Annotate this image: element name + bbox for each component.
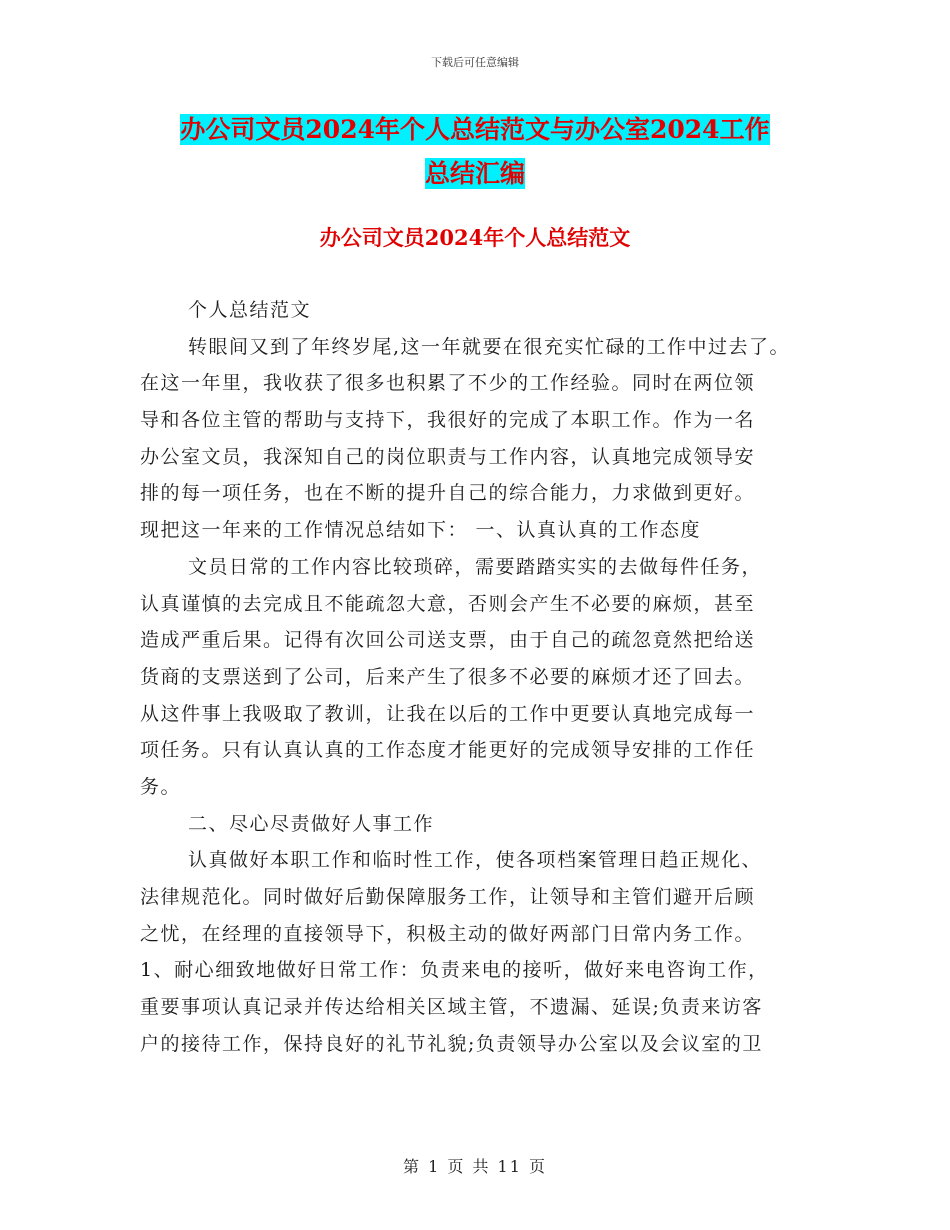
document-title-line-1: 办公司文员2024年个人总结范文与办公室2024工作 bbox=[180, 115, 770, 144]
paragraph-line: 务。 bbox=[140, 775, 182, 798]
paragraph-line: 认真做好本职工作和临时性工作，使各项档案管理日趋正规化、 bbox=[188, 849, 763, 872]
paragraph-line: 造成严重后果。记得有次回公司送支票，由于自己的疏忽竟然把给送 bbox=[140, 629, 756, 652]
paragraph-line: 户的接待工作，保持良好的礼节礼貌;负责领导办公室以及会议室的卫 bbox=[140, 1032, 763, 1055]
paragraph-line: 货商的支票送到了公司，后来产生了很多不必要的麻烦才还了回去。 bbox=[140, 665, 756, 688]
paragraph-line: 在这一年里，我收获了很多也积累了不少的工作经验。同时在两位领 bbox=[140, 372, 756, 395]
paragraph-line: 转眼间又到了年终岁尾,这一年就要在很充实忙碌的工作中过去了。 bbox=[188, 335, 791, 358]
body-text bbox=[140, 292, 830, 1062]
paragraph-line: 从这件事上我吸取了教训，让我在以后的工作中更要认真地完成每一 bbox=[140, 702, 756, 725]
paragraph-line: 现把这一年来的工作情况总结如下： 一、认真认真的工作态度 bbox=[140, 519, 702, 542]
page-number: 第 1 页 共 11 页 bbox=[403, 1157, 547, 1176]
paragraph-line: 排的每一项任务，也在不断的提升自己的综合能力，力求做到更好。 bbox=[140, 482, 756, 505]
page-header-note: 下载后可任意编辑 bbox=[431, 56, 519, 69]
paragraph-line: 办公室文员，我深知自己的岗位职责与工作内容，认真地完成领导安 bbox=[140, 445, 756, 468]
section-title: 办公司文员2024年个人总结范文 bbox=[319, 225, 631, 250]
paragraph-line: 二、尽心尽责做好人事工作 bbox=[188, 812, 435, 835]
paragraph-line: 1、耐心细致地做好日常工作：负责来电的接听，做好来电咨询工作， bbox=[140, 959, 769, 982]
paragraph-line: 认真谨慎的去完成且不能疏忽大意，否则会产生不必要的麻烦，甚至 bbox=[140, 592, 756, 615]
paragraph-line: 法律规范化。同时做好后勤保障服务工作，让领导和主管们避开后顾 bbox=[140, 886, 756, 908]
document-title bbox=[0, 108, 950, 196]
paragraph-line: 导和各位主管的帮助与支持下，我很好的完成了本职工作。作为一名 bbox=[140, 409, 756, 432]
document-title-line-2: 总结汇编 bbox=[424, 159, 525, 188]
paragraph-line: 项任务。只有认真认真的工作态度才能更好的完成领导安排的工作任 bbox=[140, 739, 756, 762]
paragraph-line: 文员日常的工作内容比较琐碎，需要踏踏实实的去做每件任务， bbox=[188, 555, 763, 578]
paragraph-line: 重要事项认真记录并传达给相关区域主管，不遗漏、延误;负责来访客 bbox=[140, 996, 763, 1019]
paragraph-line: 之忧，在经理的直接领导下，积极主动的做好两部门日常内务工作。 bbox=[140, 922, 756, 945]
paragraph-line: 个人总结范文 bbox=[188, 299, 312, 321]
